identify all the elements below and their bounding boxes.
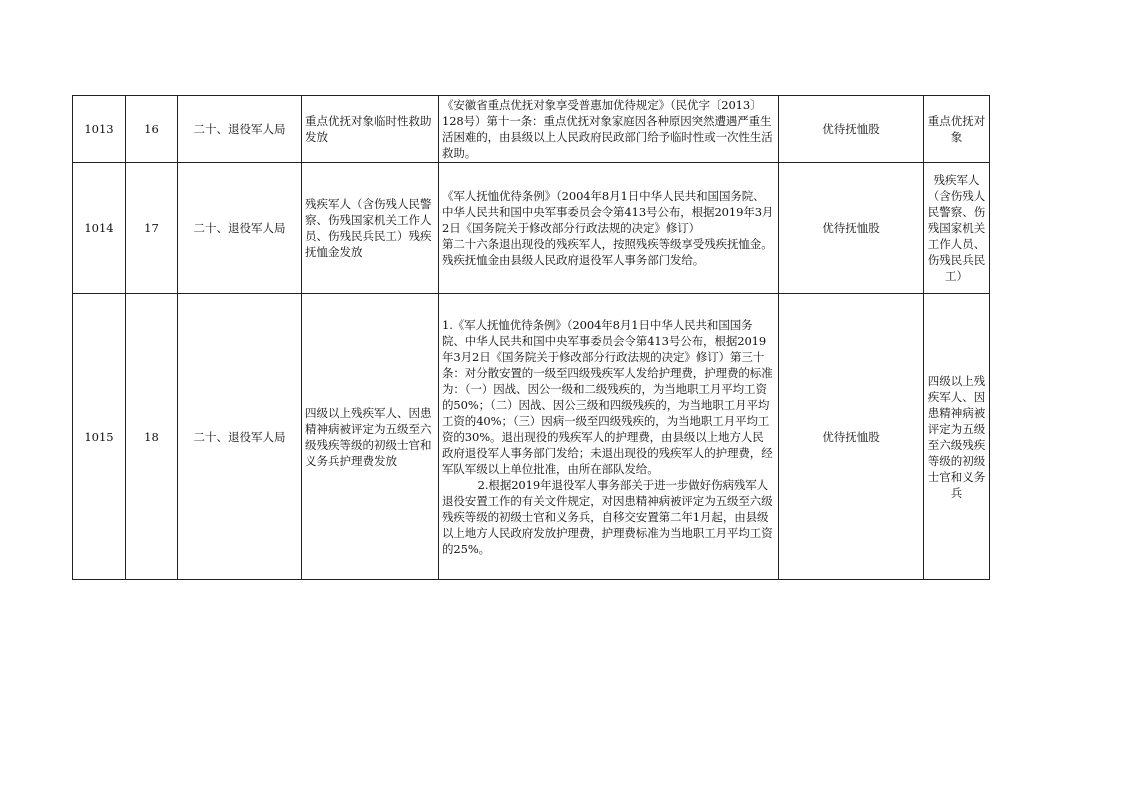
seq-cell: 1015 bbox=[73, 294, 126, 580]
target-cell: 重点优抚对象 bbox=[924, 96, 990, 163]
policy-cell bbox=[439, 96, 779, 163]
dept-cell: 二十、退役军人局 bbox=[178, 163, 302, 294]
policy-cell bbox=[439, 294, 779, 580]
policy-table bbox=[72, 95, 990, 580]
item-cell: 四级以上残疾军人、因患精神病被评定为五级至六级残疾等级的初级士官和义务兵护理费发放 bbox=[302, 294, 439, 580]
no-cell: 17 bbox=[126, 163, 178, 294]
seq-cell: 1014 bbox=[73, 163, 126, 294]
item-cell: 重点优抚对象临时性救助发放 bbox=[302, 96, 439, 163]
policy-cell bbox=[439, 163, 779, 294]
policy-paragraph: 1.《军人抚恤优待条例》（2004年8月1日中华人民共和国国务院、中华人民共和国中央军事委员会令第413号公布，根据2019年3月2日《国务院关于修改部分行政法规的决定》修订）第三十条：对分散安置的一级至四级残疾军人发给护理费，护理费的标准为：（一）因战、因公一级和二级残疾的，为当地职工月平均工资的50%；（二）因战、因公三级和四级残疾的，为当地职工月平均工资的40%；（三）因病一级至四级残疾的，为当地职工月平均工资的30%。退出现役的残疾军人的护理费，由县级以上地方人民政府退役军人事务部门发给；未退出现役的残疾军人的护理费，经军队军级以上单位批准，由所在部队发给。 bbox=[442, 317, 773, 476]
dept-cell: 二十、退役军人局 bbox=[178, 294, 302, 580]
target-cell: 残疾军人（含伤残人民警察、伤残国家机关工作人员、伤残民兵民工） bbox=[924, 163, 990, 294]
table-row bbox=[73, 96, 990, 163]
no-cell: 16 bbox=[126, 96, 178, 163]
policy-paragraph: 《安徽省重点优抚对象享受普惠加优待规定》（民优字〔2013〕128号）第十一条：重点优抚对象家庭因各种原因突然遭遇严重生活困难的，由县级以上人民政府民政部门给予临时性或一次性生活救助。 bbox=[442, 98, 773, 160]
table-row bbox=[73, 294, 990, 580]
policy-paragraph: 《军人抚恤优待条例》（2004年8月1日中华人民共和国国务院、中华人民共和国中央军事委员会令第413号公布，根据2019年3月2日《国务院关于修改部分行政法规的决定》修订） bbox=[442, 189, 774, 235]
policy-paragraph: 2.根据2019年退役军人事务部关于进一步做好伤病残军人退役安置工作的有关文件规定，对因患精神病被评定为五级至六级残疾等级的初级士官和义务兵，自移交安置第二年1月起，由县级以上地方人民政府发放护理费，护理费标准为当地职工月平均工资的25%。 bbox=[442, 477, 773, 556]
no-cell: 18 bbox=[126, 294, 178, 580]
policy-paragraph: 第二十六条退出现役的残疾军人，按照残疾等级享受残疾抚恤金。残疾抚恤金由县级人民政府退役军人事务部门发给。 bbox=[442, 237, 773, 267]
unit-cell: 优待抚恤股 bbox=[779, 96, 924, 163]
target-cell: 四级以上残疾军人、因患精神病被评定为五级至六级残疾等级的初级士官和义务兵 bbox=[924, 294, 990, 580]
dept-cell: 二十、退役军人局 bbox=[178, 96, 302, 163]
seq-cell: 1013 bbox=[73, 96, 126, 163]
unit-cell: 优待抚恤股 bbox=[779, 163, 924, 294]
unit-cell: 优待抚恤股 bbox=[779, 294, 924, 580]
table-row bbox=[73, 163, 990, 294]
item-cell: 残疾军人（含伤残人民警察、伤残国家机关工作人员、伤残民兵民工）残疾抚恤金发放 bbox=[302, 163, 439, 294]
